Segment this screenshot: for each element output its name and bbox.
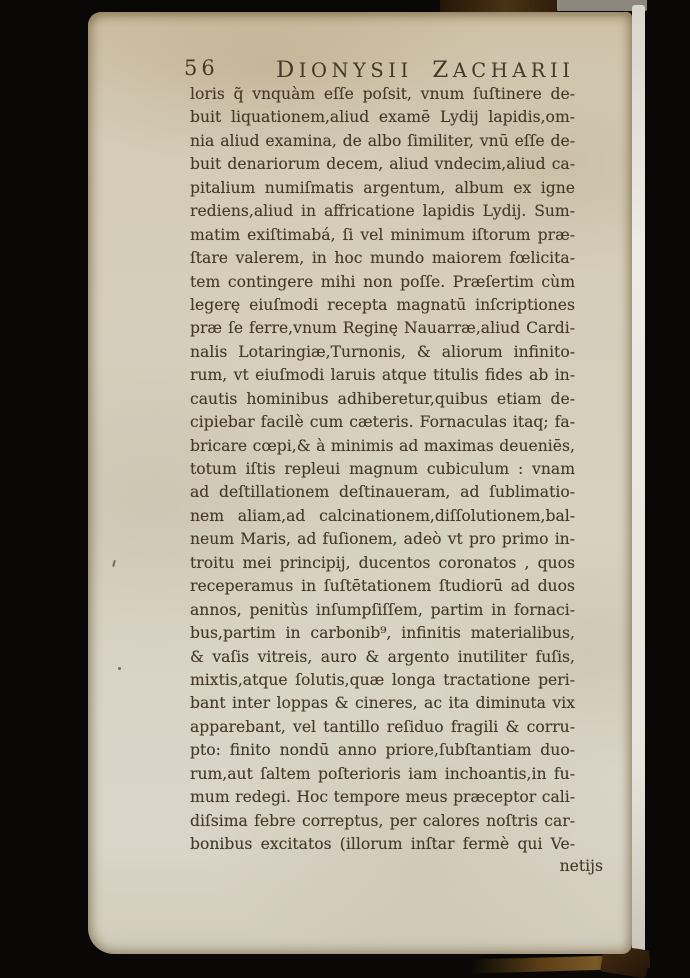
- ink-speck: [118, 667, 121, 670]
- text-line: neum Maris, ad fuſionem, adeò vt pro primo in-: [190, 530, 575, 549]
- text-line: matim exiſtimabá, ſi vel minimum iſtorum præ-: [190, 225, 575, 244]
- text-line: diſsima febre correptus, per calores noſtris car-: [190, 811, 575, 830]
- text-line: rum,aut ſaltem poſterioris iam inchoantis,in fu-: [190, 764, 575, 783]
- text-line: pitalium numiſmatis argentum, album ex igne: [190, 178, 575, 197]
- text-line: bus,partim in carbonib⁹, infinitis materialibus,: [190, 624, 575, 643]
- text-line: bricare cœpi,& à minimis ad maximas deueniēs,: [190, 436, 575, 455]
- running-header-word-2: ZACHARII: [432, 57, 575, 83]
- text-line: cautis hominibus adhiberetur,quibus etiam de-: [190, 389, 575, 408]
- text-line: ſtare valerem, in hoc mundo maiorem fœlicita-: [190, 249, 575, 268]
- text-line: rum, vt eiuſmodi laruis atque titulis fides ab in-: [190, 366, 575, 385]
- text-line: totum iſtis repleui magnum cubiculum : vnam: [190, 460, 575, 478]
- ink-speck: [112, 560, 116, 567]
- text-line: nalis Lotaringiæ,Turnonis, & aliorum infinito-: [190, 342, 575, 361]
- page-number: 56: [184, 56, 219, 80]
- text-line: ad deſtillationem deſtinaueram, ad ſublimatio-: [190, 483, 575, 502]
- text-line: bonibus excitatos (illorum inſtar fermè qui Ve-: [190, 835, 575, 853]
- text-line: cipiebar facilè cum cæteris. Fornaculas itaq; fa-: [190, 413, 575, 432]
- text-line: nia aliud examina, de albo ſimiliter, vnū eſſe de-: [190, 131, 575, 150]
- text-line: rediens,aliud in affricatione lapidis Lydij. Sum-: [190, 202, 575, 221]
- text-line: troitu mei principij, ducentos coronatos , quos: [190, 553, 575, 572]
- running-header-word-1: DIONYSII: [276, 57, 413, 83]
- catchword: netijs: [559, 857, 603, 875]
- text-line: buit liquationem,aliud examē Lydij lapidis,om-: [190, 108, 575, 127]
- text-line: receperamus in ſuſtētationem ſtudiorū ad duos: [190, 577, 575, 596]
- text-line: tem contingere mihi non poſſe. Præſertim cùm: [190, 272, 575, 291]
- text-line: præ ſe ferre,vnum Reginę Nauarræ,aliud Cardi-: [190, 319, 575, 338]
- text-line: nem aliam,ad calcinationem,diſſolutionem,bal-: [190, 506, 575, 525]
- text-line: buit denariorum decem, aliud vndecim,aliud ca-: [190, 155, 575, 174]
- adjacent-page-edge: [632, 5, 645, 955]
- text-line: pto: finito nondū anno priore,ſubſtantiam duo-: [190, 741, 575, 760]
- text-line: loris q̃ vnquàm eſſe poſsit, vnum ſuſtinere de-: [190, 85, 575, 103]
- text-line: bant inter loppas & cineres, ac ita diminuta vix: [190, 694, 575, 713]
- text-line: mixtis,atque ſolutis,quæ longa tractatione peri-: [190, 670, 575, 689]
- text-line: mum redegi. Hoc tempore meus præceptor cali-: [190, 788, 575, 807]
- text-line: & vaſis vitreis, auro & argento inutiliter fuſis,: [190, 647, 575, 666]
- page-text: [190, 83, 575, 856]
- running-header: [276, 57, 574, 83]
- text-line: apparebant, vel tantillo reſiduo fragili & corru-: [190, 717, 575, 736]
- text-line: legerę eiuſmodi recepta magnatū inſcriptiones: [190, 295, 575, 314]
- text-line: annos, penitùs inſumpſiſſem, partim in fornaci-: [190, 600, 575, 619]
- book-page: [88, 12, 632, 954]
